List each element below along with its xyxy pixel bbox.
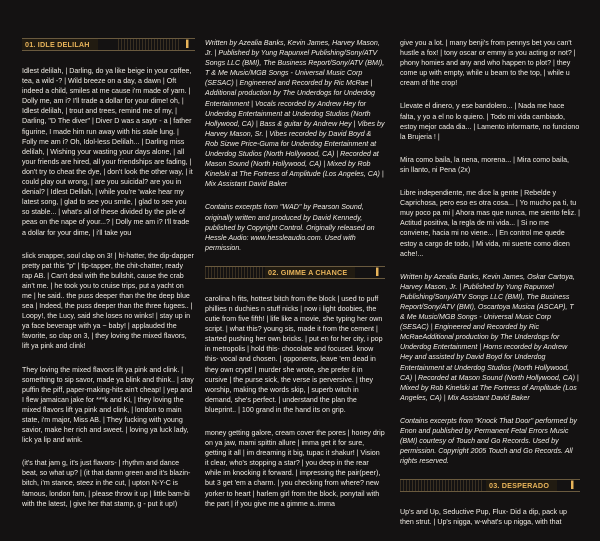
header-tick-icon: ▌	[376, 268, 381, 276]
lyrics-verse: Mira como baila, la nena, morena... | Mira como baila, sin llanto, ni Pena (2x)	[400, 155, 570, 174]
lyrics-verse: Idlest delilah, | Darling, do ya like beige in your coffee, tea, a wild -? | Wild breeze on a day, a dawn | Oft indeed a child, smiles at me cause i'm made of yarn. | Dolly me, am i? I'll trade a dollar for your dime! oh, | Idlest delilah, | trout and trees, remind me of my, | Darling, "D The diver" | Diver D was a saytr - a | father figurine, I made him run away with his stale lung. | Folly me am i? Oh, Idol-less Delilah... | Darling miss delilah, | Wishing your wasting your days alone, | all your friends are hired, all your friendships are fading, | don't try to cheat the dye, | don't look the other way, | it could play out wrong, | are you suicidal? are you in denial? | Idlest Delilah, | while you're 'wake hear my latest song, | glad to see you smile, | glad to see you so stable... | what's all of these divided by the pile of peas on the nape of your...? | Dolly me am i? I'll trade a dollar for your dime, | i'll take you	[22, 67, 193, 237]
header-tick-icon: ▌	[571, 482, 576, 490]
lyrics-verse: slick snapper, soul clap on 3! | hi-hatter, the dip-dapper pretty pat this "p" | tip-tapper, the chit-chatter, ready rap AB. | Can't deal with the bullshit, cause the crab ain't me. | he took you to cruise trips, put a yacht on me | he said.. the puss deeper than the the deep blue sea | Indeed, the puss deeper than the three fugees.. | Loopy!, the Lucy, said she loses no winks! | stay up in ya face beverage with ya ~ baby! | applauded the favorite, so clap on 3, | they loving the mixed flavors, lift ya pink and clink!	[22, 251, 194, 351]
lyrics-verse: carolina h fits, hottest bitch from the block | used to puff phillies n duchies n stuff nicks | now i light doobies, the cutie from five fifth! | life like a movie, she typing her own script. | what this? young sis, made it from the cement | started pushing her own bricks. | put en for her city, i pop in metropolis | hold this- chocolate and focused. know this- vocal and chosen. | opponents, leave 'em dead in they own crypt! | murder she wrote, she prefer it in cursive | the purse sick, the verse is perversive. | they worship, making the words skip, | superb witch in demand, she's perfect. | understand the plan the blueprint.. | 100 grand in the hand its on grip.	[205, 294, 383, 414]
lyrics-verse: (it's that jam g, it's just flavors- | rhythm and dance beat, so what up? | (it that damn green and it's blazin-bitch, i'm stance, steez in the cut, | upton N-Y-C is famous, london fam, | please throw it up | little bam-bi with the latest, | give her that stamp, g - put it up!)	[22, 459, 191, 508]
lyrics-verse: give you a lot. | many benji's from pennys bet you can't hustle a fox! | tony oscar or emmy is you acting or not? | phony homies and any and who happen to plot? | they come up with empty, while u beam to the top, | while u cream of the crop!	[400, 39, 576, 88]
header-hatch	[400, 480, 484, 491]
section-title: 01. IDLE DELILAH	[22, 39, 98, 50]
credits-block: Written by Azealia Banks, Kevin James, Harvey Mason, Jr. | Published by Yung Rapunxel Publishing/Sony/ATV Songs LLC (BMI), The Business Report/Sony/ATV (BMI), T & Me Music/MGB Songs - Universal Music Corp (SESAC) | Engineered and Recorded by Ric McRae | Additional production by The Underdogs for Underdog Entertainment | Vocals recorded by Andrew Hey for Underdog Entertainment at Underdog Studios (North Hollywood, CA) | Bass & guitar by Andrew Hey | Vibes by Harvey Mason, Sr. | Vibes recorded by David Boyd & Rob Sizwe Price-Guma for Underdog Entertainment at Underdog Studios (North Hollywood, CA) | Recorded at Mason Sound (North Hollywood, CA) | Mixed by Rob Kinelski at The Fortress of Amplitude (Los Angeles, CA) | Mix Assistant David Baker	[205, 39, 385, 189]
sample-notice: Contains excerpts from "WAD" by Pearson Sound, originally written and produced by David Kennedy, published by Copyright Control. Originally released on Hessle Audio: www.hessleaudio.com. Used with permission.	[205, 203, 375, 252]
lyrics-verse: money getting galore, cream cover the pores | honey drip on ya jaw, mami spittin allure | imma get it for sure, getting it all | im dreaming it big, tupac it shakur! | Vision it clear, who's stopping a star? | you deep in the rear while im knocking it forward. | impressing the pair(peer), but 3 get 'em a charm. | you checking from where? new yorker to heart | harlem girl from the block, ponytail with the part | if you give me a gimme a..imma	[205, 429, 385, 508]
header-hatch	[205, 267, 263, 278]
column-middle	[205, 38, 385, 522]
column-right	[400, 38, 580, 541]
lyrics-verse: They loving the mixed flavors lift ya pink and clink. | something to sip savor, made ya blink and think.. | stay puffin the piff, paper-making-hits ain't cheap! | yep and I flew jamaican jake for ***k and Ki, | they loving the mixed flavors lift ya pink and clink, | london to main state, i'm major, Miss AB. | They fucking with young savior, make her rich and sweet. | loving ya luck lady, lick ya lip and wink.	[22, 365, 194, 445]
lyrics-verse: Libre independiente, me dice la gente | Rebelde y Caprichosa, pero eso es otra cosa... | Yo mucho pa ti, tu muy poco pa mi | Ahora mas que nunca, me siento feliz. | Actitud positiva, la regla de mi vida... | Si no me conviene, hacia mi no viene... | En control me quede estoy a cargo de todo, | Mi vida, mi suerte como dicen ache!...	[400, 189, 580, 258]
credits-block: Written by Azealia Banks, Kevin James, Oskar Cartoya, Harvey Mason, Jr. | Published by Yung Rapunxel Publishing/Sony/ATV Songs LLC (BMI), The Business Report/Sony/ATV (BMI), Oscartoya Musica (ASCAP), T & Me Music/MGB Songs - Universal Music Corp (SESAC) | Engineered and Recorded by Ric McRaeAdditional production by The Underdogs for Underdog Entertainment | Horns recorded by Andrew Hey and assisted by David Boyd for Underdog Entertainment at Underdog Studios (North Hollywood, CA) | Recorded at Mason Sound (North Hollywood, CA) | Mixed by Rob Kinelski at The Fortress of Amplitude (Los Angeles, CA) | Mix Assistant David Baker	[400, 272, 579, 402]
section-header-desperado	[400, 479, 580, 492]
section-header-gimme-a-chance	[205, 266, 385, 279]
header-hatch	[118, 39, 181, 50]
lyrics-verse: Llevate el dinero, y ese bandolero... | Nada me hace falta, y yo a el no lo quiero. | Todo mi vida cambiado, estoy mejor cada dia... | Lamento informarte, no funciono la Brujeria ! |	[400, 102, 580, 141]
sample-notice: Contains excerpts from "Knock That Door" performed by Enon and published by Permanent Fetal Errors Music (BMI) courtesy of Touch and Go Records. Used by permission. Copyright 2005 Touch and Go Records. All rights reserved.	[400, 416, 577, 466]
section-title: 02. GIMME A CHANCE	[265, 267, 355, 278]
section-title: 03. DESPERADO	[486, 480, 557, 491]
header-tick-icon: ▌	[186, 41, 191, 48]
column-left	[22, 38, 195, 522]
lyrics-verse: Up's and Up, Seductive Pup, Flux- Did a dip, pack up then strut. | Up's nigga, w-what's up nigga, with that	[400, 508, 567, 527]
section-header-idle-delilah	[22, 38, 195, 51]
